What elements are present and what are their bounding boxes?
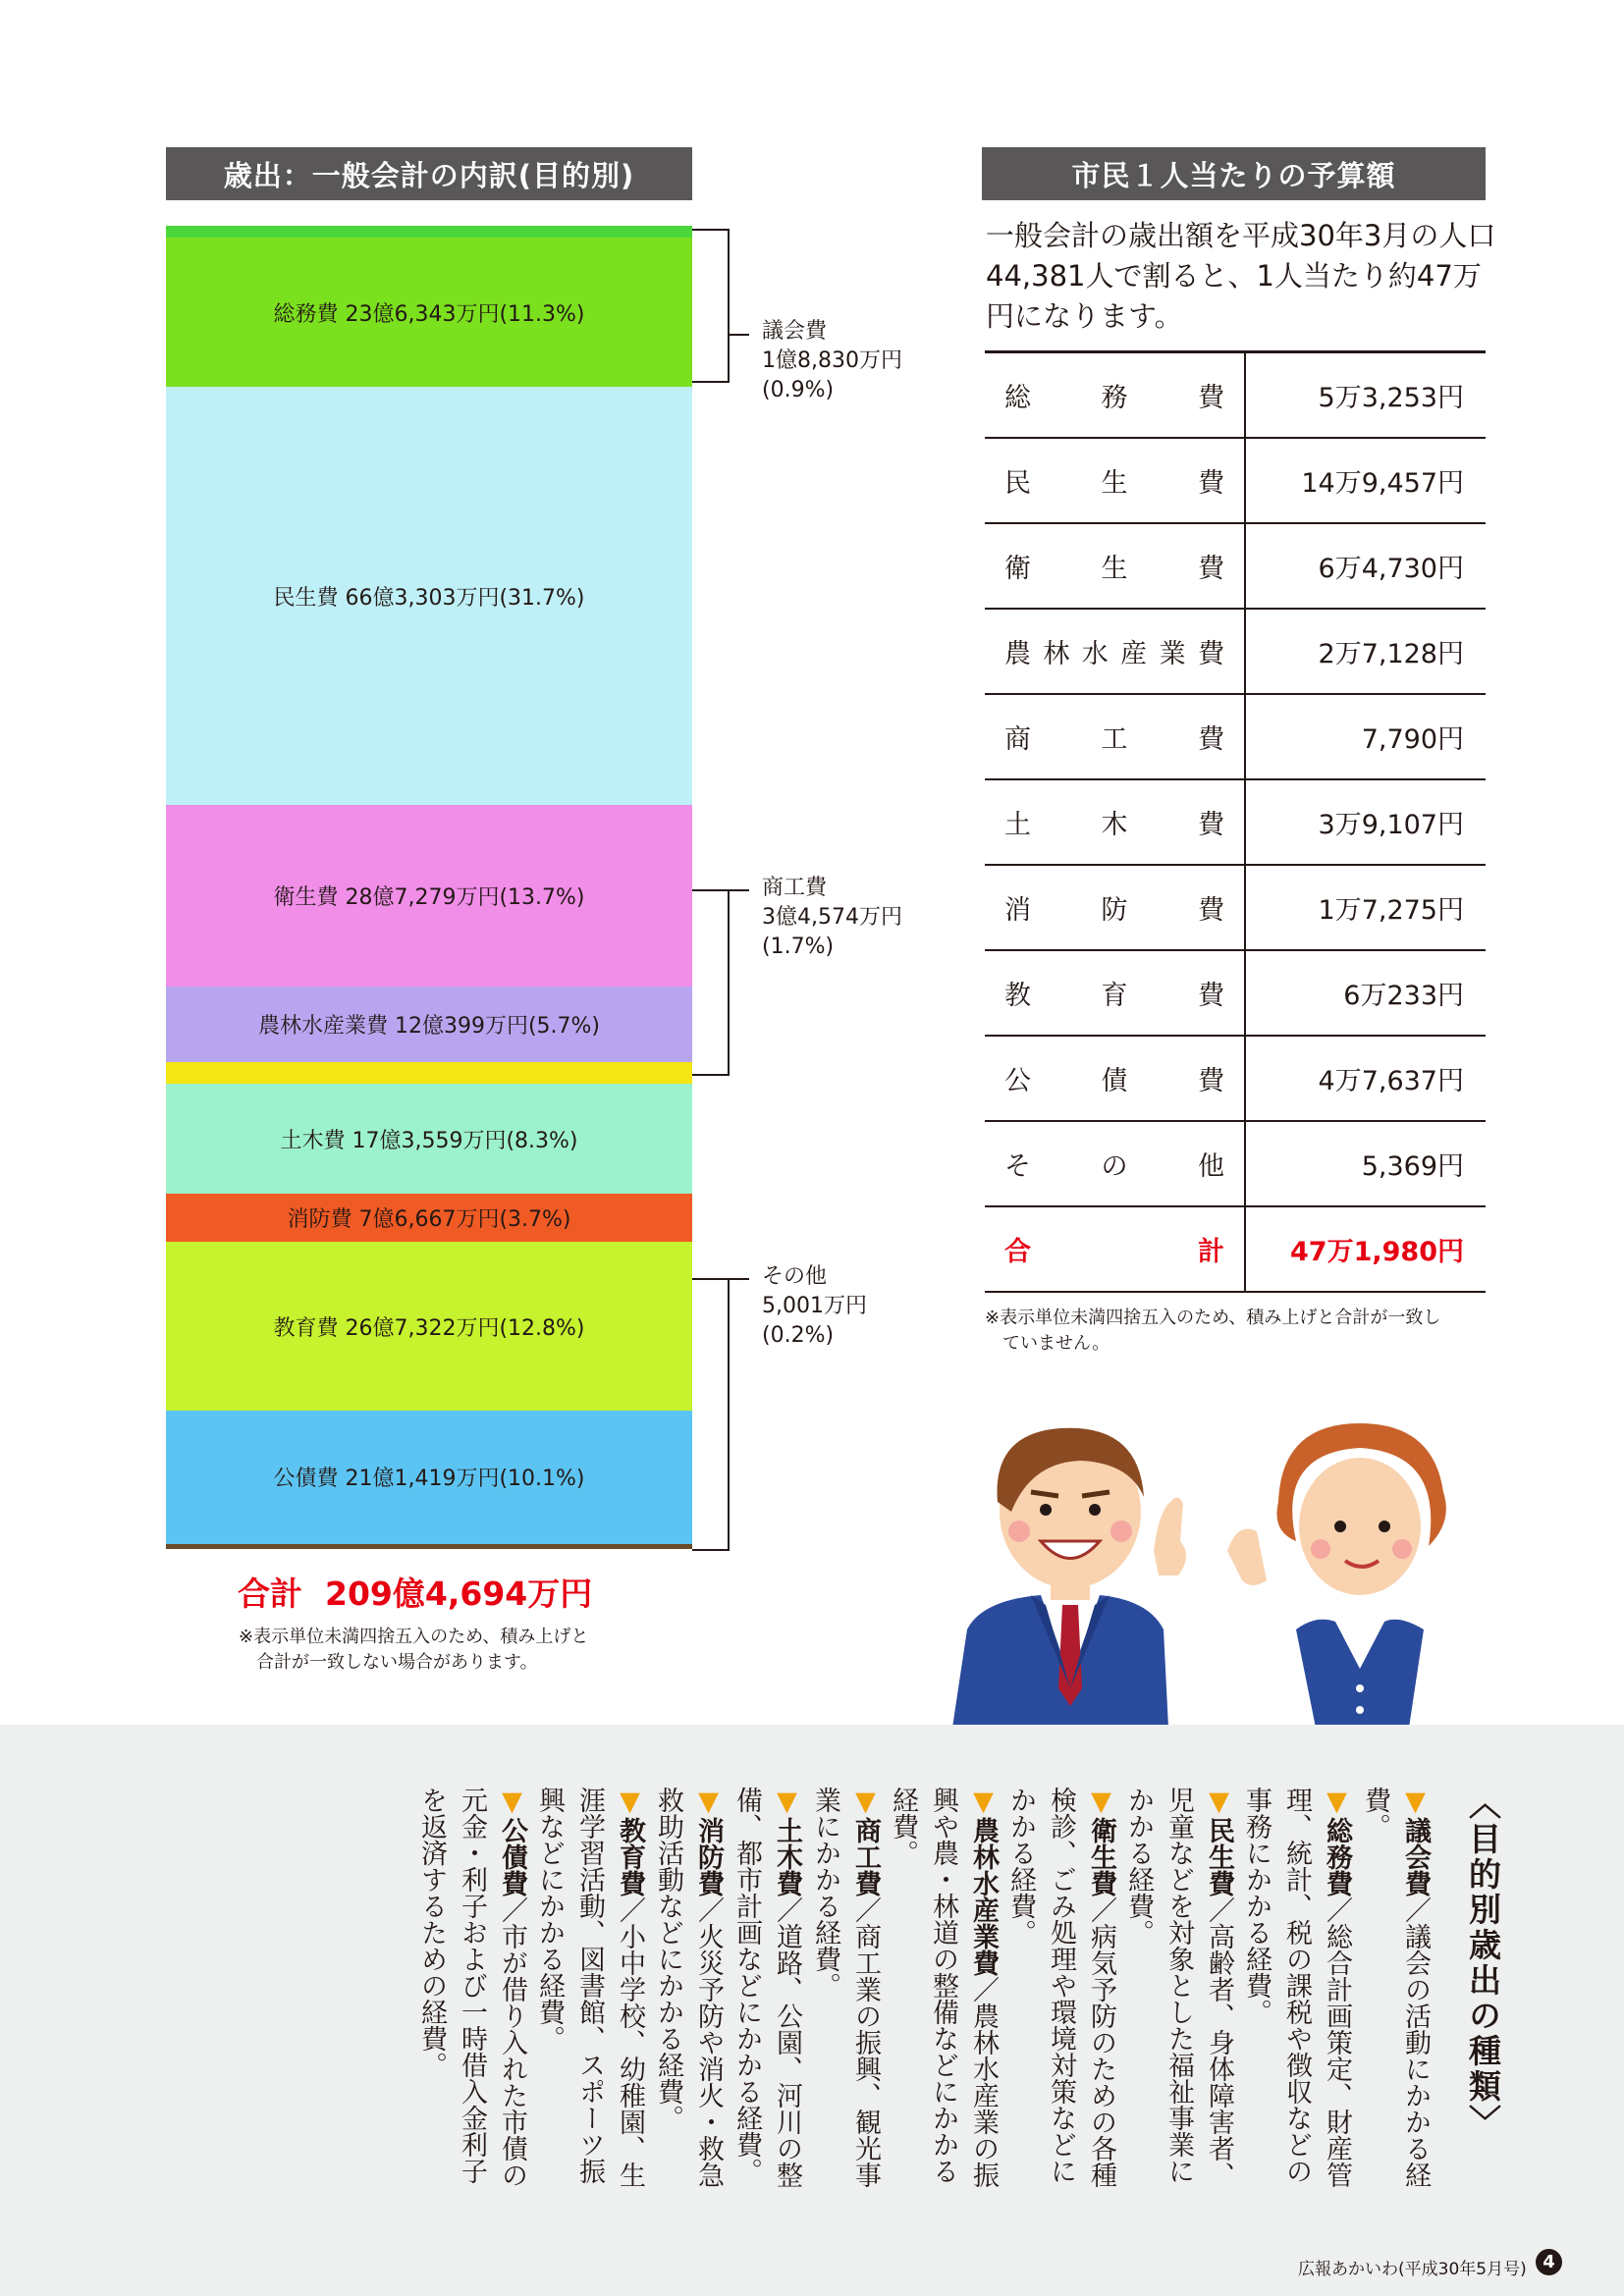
callout-sonota <box>762 1262 867 1351</box>
category-char: 他 <box>1198 1151 1224 1182</box>
type-term: 議会費 <box>1400 1817 1431 1896</box>
bar-segment-label: 土木費 17億3,559万円(8.3%) <box>280 1128 578 1153</box>
per-capita-category <box>985 779 1245 865</box>
per-capita-value: 14万9,457円 <box>1245 438 1486 523</box>
per-capita-value: 1万7,275円 <box>1245 865 1486 950</box>
type-entry <box>1003 1787 1121 2199</box>
callout-bracket-gikai <box>692 229 730 383</box>
callout-bracket-shoko <box>692 889 730 1076</box>
type-term: 農林水産業費 <box>968 1817 999 1976</box>
category-char: 防 <box>1101 895 1128 926</box>
type-entry <box>1239 1787 1357 2199</box>
category-char: 林 <box>1043 639 1070 669</box>
bar-segment-label: 衛生費 28億7,279万円(13.7%) <box>273 884 585 910</box>
per-capita-category <box>985 438 1245 523</box>
per-capita-value: 5万3,253円 <box>1245 352 1486 439</box>
bar-segment-label: 民生費 66億3,303万円(31.7%) <box>273 585 585 611</box>
callout-sonota-amount: 5,001万円 <box>762 1294 867 1318</box>
per-capita-category <box>985 523 1245 609</box>
callout-gikai-name: 議会費 <box>762 319 828 344</box>
type-entry <box>414 1787 532 2199</box>
per-capita-category <box>985 950 1245 1036</box>
bar-segment-5 <box>166 1062 692 1084</box>
stack-base-line <box>166 1546 692 1549</box>
per-capita-table <box>985 350 1486 1293</box>
category-char: 木 <box>1101 810 1128 840</box>
bullet-triangle-icon: ▼ <box>693 1787 724 1817</box>
category-char: そ <box>1004 1151 1031 1182</box>
bar-segment-4 <box>166 987 692 1062</box>
bullet-triangle-icon: ▼ <box>1400 1787 1431 1817</box>
type-term: 土木費 <box>772 1817 802 1896</box>
type-desc: ／総合計画策定、財産管理、統計、税の課税や徴収などの事務にかかる経費。 <box>1241 1787 1352 2188</box>
category-char: 費 <box>1197 639 1224 669</box>
per-capita-category <box>985 694 1245 779</box>
chart-total <box>238 1569 592 1615</box>
right-footnote-line-1: ※表示単位未満四捨五入のため、積み上げと合計が一致し <box>985 1308 1441 1328</box>
per-capita-row <box>985 779 1486 865</box>
per-capita-category <box>985 1036 1245 1121</box>
per-capita-row <box>985 609 1486 694</box>
callout-tick-shoko <box>728 889 749 891</box>
footer-publication: 広報あかいわ(平成30年5月号) <box>1298 2260 1527 2279</box>
category-char: 公 <box>1004 1066 1031 1096</box>
left-section-header: 歳出：一般会計の内訳(目的別) <box>166 147 692 200</box>
per-capita-row <box>985 1121 1486 1206</box>
per-capita-row <box>985 438 1486 523</box>
type-term: 公債費 <box>497 1817 527 1896</box>
bar-segment-9 <box>166 1411 692 1544</box>
category-char: 費 <box>1198 554 1224 584</box>
type-term: 衛生費 <box>1086 1817 1116 1896</box>
category-char: 農 <box>1004 639 1031 669</box>
right-footnote-line-2: ていません。 <box>1002 1333 1110 1354</box>
per-capita-category <box>985 1206 1245 1292</box>
callout-shoko-name: 商工費 <box>762 876 828 900</box>
right-section-header: 市民１人当たりの予算額 <box>982 147 1486 200</box>
type-term: 民生費 <box>1204 1817 1234 1896</box>
per-capita-row <box>985 352 1486 439</box>
category-char: 計 <box>1198 1237 1224 1267</box>
left-footnote-line-2: 合計が一致しない場合があります。 <box>256 1652 538 1673</box>
bullet-triangle-icon: ▼ <box>850 1787 881 1817</box>
callout-shoko <box>762 874 902 962</box>
callout-tick-gikai <box>728 334 749 336</box>
callout-shoko-amount: 3億4,574万円 <box>762 905 902 930</box>
type-term: 消防費 <box>693 1817 724 1896</box>
callout-shoko-pct: (1.7%) <box>762 934 835 959</box>
callout-sonota-name: その他 <box>762 1264 828 1289</box>
bullet-triangle-icon: ▼ <box>772 1787 802 1817</box>
category-char: 業 <box>1159 639 1186 669</box>
type-desc: ／高齢者、身体障害者、児童などを対象とした福祉事業にかかる経費。 <box>1123 1787 1234 2188</box>
category-char: 合 <box>1004 1237 1031 1267</box>
expenditure-stacked-bar <box>166 226 692 1547</box>
category-char: 土 <box>1004 810 1031 840</box>
per-capita-value: 3万9,107円 <box>1245 779 1486 865</box>
bullet-triangle-icon: ▼ <box>1204 1787 1234 1817</box>
per-capita-value: 4万7,637円 <box>1245 1036 1486 1121</box>
per-capita-value: 2万7,128円 <box>1245 609 1486 694</box>
per-capita-value: 47万1,980円 <box>1245 1206 1486 1292</box>
bullet-triangle-icon: ▼ <box>968 1787 999 1817</box>
bar-segment-label: 農林水産業費 12億399万円(5.7%) <box>257 1013 601 1039</box>
category-char: 消 <box>1004 895 1031 926</box>
type-entry <box>886 1787 1003 2199</box>
bar-segment-label: 総務費 23億6,343万円(11.3%) <box>273 301 585 327</box>
bar-segment-3 <box>166 805 692 987</box>
category-char: 衛 <box>1004 554 1031 584</box>
type-term: 商工費 <box>850 1817 881 1896</box>
per-capita-row <box>985 950 1486 1036</box>
bar-segment-8 <box>166 1242 692 1411</box>
category-char: 費 <box>1198 724 1224 755</box>
per-capita-category <box>985 352 1245 439</box>
category-char: 費 <box>1198 981 1224 1011</box>
category-char: 民 <box>1004 468 1031 499</box>
category-char: 費 <box>1198 468 1224 499</box>
callout-sonota-pct: (0.2%) <box>762 1323 835 1348</box>
bar-segment-0 <box>166 226 692 238</box>
category-char: 費 <box>1198 810 1224 840</box>
per-capita-row <box>985 1206 1486 1292</box>
left-footnote <box>239 1625 588 1676</box>
chart-total-label: 合計 <box>238 1575 302 1613</box>
category-char: 教 <box>1004 981 1031 1011</box>
type-entry <box>532 1787 650 2199</box>
bar-segment-2 <box>166 387 692 805</box>
per-capita-row <box>985 694 1486 779</box>
type-desc: ／小中学校、幼稚園、生涯学習活動、図書館、スポーツ振興などにかかる経費。 <box>534 1787 645 2188</box>
per-capita-category <box>985 865 1245 950</box>
callout-gikai <box>762 317 902 405</box>
per-capita-value: 6万4,730円 <box>1245 523 1486 609</box>
category-char: 総 <box>1004 383 1031 413</box>
bar-segment-1 <box>166 238 692 387</box>
per-capita-category <box>985 1121 1245 1206</box>
category-char: 費 <box>1198 895 1224 926</box>
type-desc: ／病気予防のための各種検診、ごみ処理や環境対策などにかかる経費。 <box>1005 1787 1116 2188</box>
woman-figure <box>1227 1423 1453 1728</box>
per-capita-row <box>985 865 1486 950</box>
per-capita-row <box>985 1036 1486 1121</box>
type-desc: ／商工業の振興、観光事業にかかる経費。 <box>810 1787 881 2188</box>
bullet-triangle-icon: ▼ <box>1086 1787 1116 1817</box>
category-char: 育 <box>1101 981 1128 1011</box>
callout-bracket-sonota <box>692 1278 730 1551</box>
types-title: 〈目的別歳出の種類〉 <box>1464 1787 1502 2140</box>
category-char: 生 <box>1101 468 1128 499</box>
category-char: 生 <box>1101 554 1128 584</box>
bullet-triangle-icon: ▼ <box>1322 1787 1352 1817</box>
category-char: 産 <box>1120 639 1148 669</box>
type-desc: ／道路、公園、河川の整備、都市計画などにかかる経費。 <box>731 1787 802 2188</box>
type-desc: ／議会の活動にかかる経費。 <box>1360 1787 1431 2188</box>
type-desc: ／火災予防や消火・救急救助活動などにかかる経費。 <box>653 1787 724 2188</box>
illustration-two-people <box>913 1394 1522 1728</box>
callout-gikai-amount: 1億8,830万円 <box>762 348 902 373</box>
per-capita-row <box>985 523 1486 609</box>
category-char: の <box>1101 1151 1128 1182</box>
category-char: 工 <box>1101 724 1128 755</box>
page-number: 4 <box>1536 2249 1562 2275</box>
category-char: 商 <box>1004 724 1031 755</box>
per-capita-category <box>985 609 1245 694</box>
category-char: 債 <box>1101 1066 1128 1096</box>
category-char: 務 <box>1101 383 1128 413</box>
left-footnote-line-1: ※表示単位未満四捨五入のため、積み上げと <box>239 1627 589 1647</box>
type-term: 総務費 <box>1322 1817 1352 1896</box>
bar-segment-label: 消防費 7億6,667万円(3.7%) <box>287 1207 571 1233</box>
right-footnote <box>985 1306 1495 1357</box>
per-capita-value: 5,369円 <box>1245 1121 1486 1206</box>
type-entry <box>1121 1787 1239 2199</box>
type-term: 教育費 <box>615 1817 645 1896</box>
category-char: 水 <box>1081 639 1109 669</box>
bar-segment-label: 教育費 26億7,322万円(12.8%) <box>273 1315 585 1341</box>
bullet-triangle-icon: ▼ <box>497 1787 527 1817</box>
category-char: 費 <box>1198 383 1224 413</box>
bar-segment-label: 公債費 21億1,419万円(10.1%) <box>273 1467 585 1492</box>
chart-total-value: 209億4,694万円 <box>324 1575 593 1613</box>
per-capita-value: 7,790円 <box>1245 694 1486 779</box>
type-desc: ／市が借り入れた市債の元金・利子および一時借入金利子を返済するための経費。 <box>416 1787 527 2188</box>
callout-gikai-pct: (0.9%) <box>762 378 835 402</box>
bullet-triangle-icon: ▼ <box>615 1787 645 1817</box>
per-capita-value: 6万233円 <box>1245 950 1486 1036</box>
category-char: 費 <box>1198 1066 1224 1096</box>
callout-tick-sonota <box>728 1278 749 1280</box>
bar-segment-6 <box>166 1084 692 1194</box>
type-desc: ／農林水産業の振興や農・林道の整備などにかかる経費。 <box>888 1787 999 2188</box>
man-figure <box>952 1428 1186 1728</box>
bar-segment-7 <box>166 1194 692 1242</box>
per-capita-intro: 一般会計の歳出額を平成30年3月の人口44,381人で割ると、1人当たり約47万円になります。 <box>986 219 1496 333</box>
